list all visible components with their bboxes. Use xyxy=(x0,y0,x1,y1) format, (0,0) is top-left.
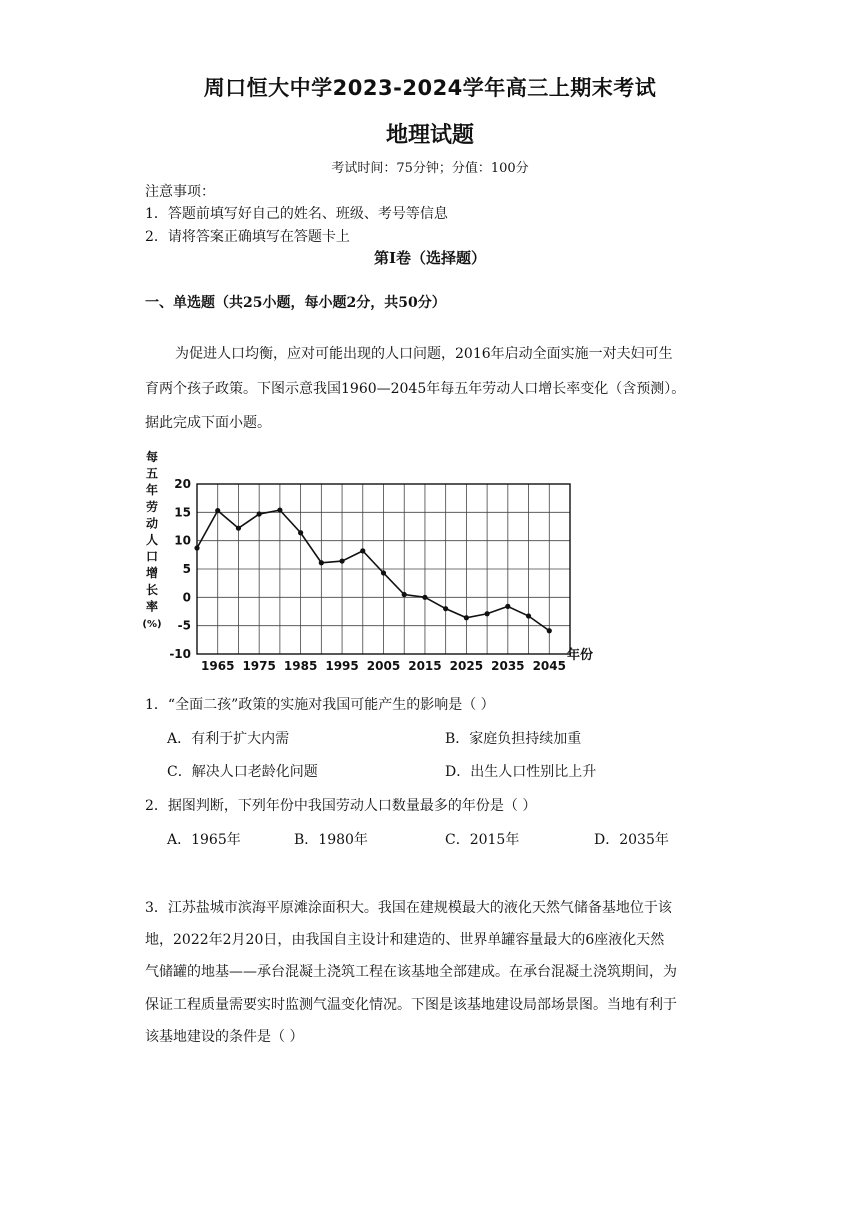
y-axis-label xyxy=(142,449,161,630)
data-point xyxy=(339,558,344,563)
data-point xyxy=(485,611,490,616)
notice-item: 1．答题前填写好自己的姓名、班级、考号等信息 xyxy=(145,206,448,222)
data-point xyxy=(422,595,427,600)
y-tick-label: 15 xyxy=(174,505,191,520)
y-label-char: 增 xyxy=(145,566,159,581)
x-tick-label: 2035 xyxy=(491,659,525,673)
data-point xyxy=(215,508,220,513)
y-label-char: 长 xyxy=(145,582,159,597)
x-tick-label: 1965 xyxy=(201,659,235,673)
y-label-char: 率 xyxy=(145,599,159,614)
y-tick-label: 5 xyxy=(182,562,191,576)
chart-grid xyxy=(197,484,570,654)
y-label-char: 动 xyxy=(145,516,159,531)
data-point xyxy=(236,526,241,531)
data-point xyxy=(319,560,324,565)
q2-option-b[interactable]: B．1980年 xyxy=(294,832,368,848)
y-label-char: 年 xyxy=(145,483,159,498)
y-tick-label: 20 xyxy=(174,477,191,491)
data-point xyxy=(277,507,282,512)
q1-option-c[interactable]: C．解决人口老龄化问题 xyxy=(167,764,318,780)
question-3-stem: 该基地建设的条件是（ ） xyxy=(145,1029,304,1045)
q1-option-a[interactable]: A．有利于扩大内需 xyxy=(167,731,290,747)
data-point xyxy=(526,613,531,618)
q1-option-b[interactable]: B．家庭负担持续加重 xyxy=(445,731,582,747)
data-points xyxy=(194,507,551,633)
question-1-stem: 1．“全面二孩”政策的实施对我国可能产生的影响是（ ） xyxy=(145,697,495,713)
intro-line: 育两个孩子政策。下图示意我国1960—2045年每五年劳动人口增长率变化（含预测）。 xyxy=(145,381,686,397)
y-label-char: 五 xyxy=(145,466,159,481)
exam-info: 考试时间：75分钟；分值：100分 xyxy=(331,161,529,176)
y-tick-label: 10 xyxy=(174,533,191,548)
y-label-char: 劳 xyxy=(145,499,159,514)
x-tick-label: 2005 xyxy=(366,659,401,673)
question-3-stem: 保证工程质量需要实时监测气温变化情况。下图是该基地建设局部场景图。当地有利于 xyxy=(145,997,677,1013)
notice-heading: 注意事项： xyxy=(145,184,215,200)
q2-option-a[interactable]: A．1965年 xyxy=(167,832,241,848)
data-point xyxy=(381,570,386,575)
y-tick-labels xyxy=(169,477,191,661)
intro-line: 据此完成下面小题。 xyxy=(145,415,271,431)
data-point xyxy=(298,530,303,535)
y-label-char: 口 xyxy=(145,549,159,564)
x-tick-label: 2015 xyxy=(408,659,442,673)
q2-option-c[interactable]: C．2015年 xyxy=(445,832,520,848)
data-point xyxy=(360,548,365,553)
x-tick-label: 2045 xyxy=(532,659,566,673)
volume-title: 第Ⅰ卷（选择题） xyxy=(373,249,487,267)
data-point xyxy=(257,511,262,516)
part-title: 一、单选题（共25小题，每小题2分，共50分） xyxy=(145,295,446,311)
data-point xyxy=(443,606,448,611)
data-point xyxy=(547,628,552,633)
y-tick-label: 0 xyxy=(182,590,191,605)
q1-option-d[interactable]: D．出生人口性别比上升 xyxy=(445,764,597,780)
data-point xyxy=(464,615,469,620)
series-line xyxy=(197,510,549,631)
question-3-stem: 气储罐的地基——承台混凝土浇筑工程在该基地全部建成。在承台混凝土浇筑期间，为 xyxy=(145,964,677,980)
exam-title: 周口恒大中学2023-2024学年高三上期末考试 xyxy=(203,76,657,100)
notice-item: 2．请将答案正确填写在答题卡上 xyxy=(145,229,350,245)
intro-line: 为促进人口均衡，应对可能出现的人口问题，2016年启动全面实施一对夫妇可生 xyxy=(175,346,673,362)
labor-growth-line-chart xyxy=(140,446,610,676)
data-point xyxy=(194,545,199,550)
data-point xyxy=(402,592,407,597)
x-tick-label: 2025 xyxy=(449,659,484,673)
y-label-char: 每 xyxy=(145,450,159,464)
x-tick-label: 1985 xyxy=(283,659,318,673)
x-tick-label: 1995 xyxy=(325,659,359,673)
subject-title: 地理试题 xyxy=(385,123,474,148)
data-point xyxy=(505,604,510,609)
y-tick-label: -5 xyxy=(177,618,191,633)
question-2-stem: 2．据图判断，下列年份中我国劳动人口数量最多的年份是（ ） xyxy=(145,798,537,814)
question-3-stem: 地，2022年2月20日，由我国自主设计和建造的、世界单罐容量最大的6座液化天然 xyxy=(145,932,665,948)
y-tick-label: -10 xyxy=(169,647,191,661)
y-label-char: (%) xyxy=(142,619,162,630)
q2-option-d[interactable]: D．2035年 xyxy=(594,832,669,848)
x-axis-label: 年份 xyxy=(567,648,594,663)
y-label-char: 人 xyxy=(145,533,159,547)
x-tick-labels xyxy=(201,659,566,673)
x-tick-label: 1975 xyxy=(242,659,276,673)
question-3-stem: 3．江苏盐城市滨海平原滩涂面积大。我国在建规模最大的液化天然气储备基地位于该 xyxy=(145,900,672,916)
